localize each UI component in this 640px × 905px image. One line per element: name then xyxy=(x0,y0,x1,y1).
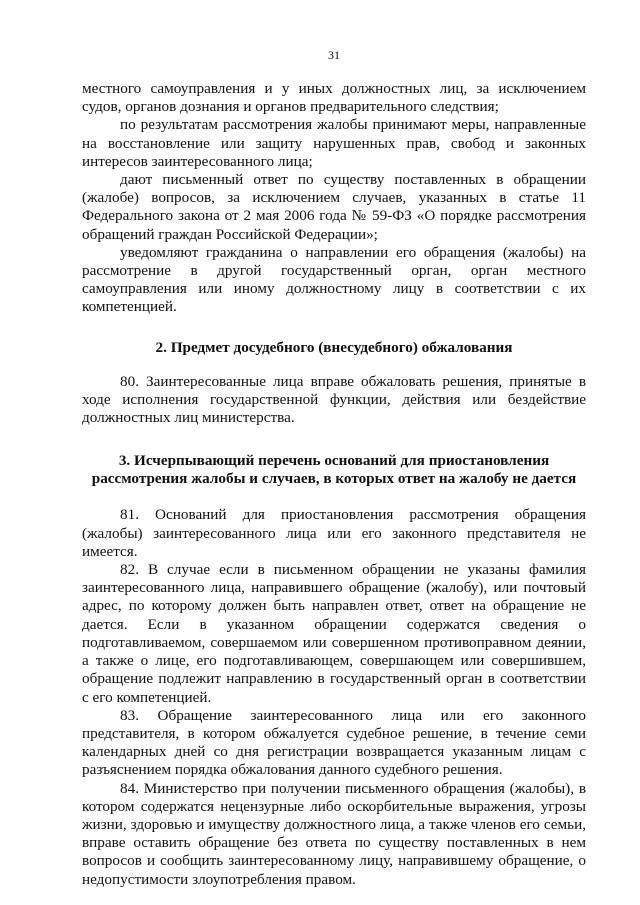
paragraph-notification: уведомляют гражданина о направлении его обращения (жалобы) на рассмотрение в другой государственный орган, орган местного самоуправления или иному должностному лицу в соответствии с их компетенцией. xyxy=(82,243,586,316)
paragraph-81: 81. Оснований для приостановления рассмотрения обращения (жалобы) заинтересованного лица или его законного представителя не имеется. xyxy=(82,506,586,560)
paragraph-continuation: местного самоуправления и у иных должностных лиц, за исключением судов, органов дознания и органов предварительного следствия; xyxy=(82,80,586,116)
paragraph-82: 82. В случае если в письменном обращении не указаны фамилия заинтересованного лица, направившего обращение (жалобу), или почтовый адрес, по которому должен быть направлен ответ, ответ на обращение не дается. Если в указанном обращении содержатся сведения о подготавливаемом, совершаемом или совершенном противоправном деянии, а также о лице, его подготавливающем, совершающем или совершившем, обращение подлежит направлению в государственный орган в соответствии с его компетенцией. xyxy=(82,561,586,706)
paragraph-84: 84. Министерство при получении письменного обращения (жалобы), в котором содержатся нецензурные либо оскорбительные выражения, угрозы жизни, здоровью и имуществу должностного лица, а также членов его семьи, вправе оставить обращение без ответа по существу поставленных в нем вопросов и сообщить заинтересованному лицу, направившему обращение, о недопустимости злоупотребления правом. xyxy=(82,779,586,888)
paragraph-written-answer: дают письменный ответ по существу поставленных в обращении (жалобе) вопросов, за исключением случаев, указанных в статье 11 Федерального закона от 2 мая 2006 года № 59-ФЗ «О порядке рассмотрения обращений граждан Российской Федерации»; xyxy=(82,171,586,243)
section-2-heading: 2. Предмет досудебного (внесудебного) обжалования xyxy=(155,338,513,356)
paragraph-83: 83. Обращение заинтересованного лица или его законного представителя, в котором обжалуется судебное решение, в течение семи календарных дней со дня регистрации возвращается указанным лицам с разъяснением порядка обжалования данного судебного решения. xyxy=(82,706,586,779)
document-page xyxy=(82,48,586,889)
paragraph-measures: по результатам рассмотрения жалобы принимают меры, направленные на восстановление или защиту нарушенных прав, свобод и законных интересов заинтересованного лица; xyxy=(82,116,586,170)
section-3-heading-line-2: рассмотрения жалобы и случаев, в которых ответ на жалобу не дается xyxy=(91,470,577,488)
page-number: 31 xyxy=(328,48,340,62)
section-3-heading-line-1: 3. Исчерпывающий перечень оснований для приостановления xyxy=(118,451,550,469)
paragraph-80: 80. Заинтересованные лица вправе обжаловать решения, принятые в ходе исполнения государственной функции, действия или бездействие должностных лиц министерства. xyxy=(82,373,586,427)
section-3-heading xyxy=(82,452,586,489)
